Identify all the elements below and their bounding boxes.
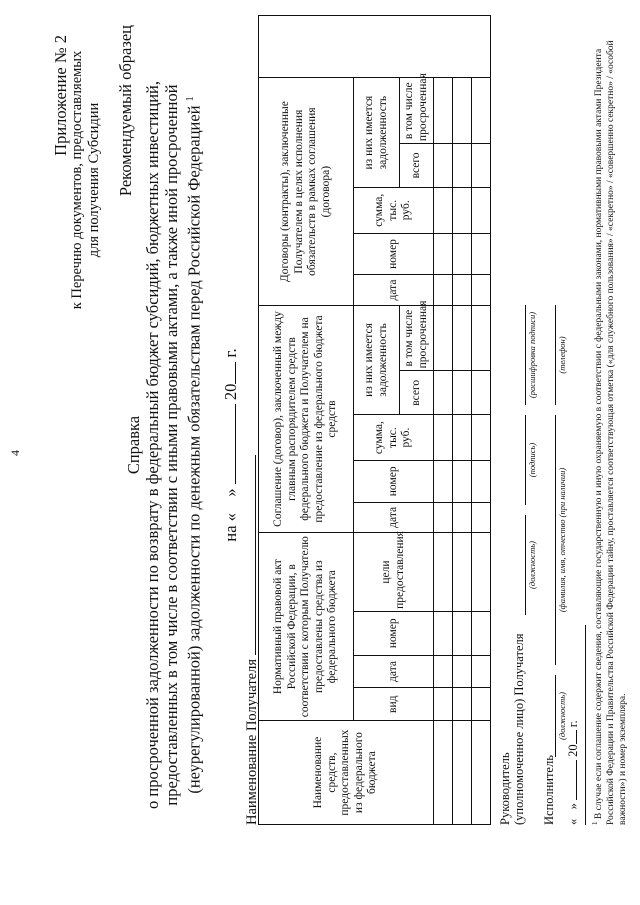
subheader-contract-total: всего [400,144,434,188]
subheader-act-date: дата [354,655,434,688]
subheader-agreement-sum: сумма, тыс. руб. [354,415,434,461]
appendix-header [52,15,103,345]
table-row [434,16,453,825]
footnote-text: В случае если соглашение содержит сведения, составляющие государственную и иную охраняемую в соответствии с федеральными законами, нормативными правовыми актами Президента Российской Федерации и Правительства Российской Федерации тайну, проставляется соответствующая отметка («для служебного пользования» / «секретно» / «совершенно секретно» / «особой важности») и номер экземпляра. [594,40,629,825]
subheader-agreement-date: дата [354,502,434,533]
recommended-sample-label: Рекомендуемый образец [116,25,135,197]
subheader-contract-number: номер [354,233,434,275]
debt-table [258,15,491,825]
appendix-line-3: для получения Субсидии [86,102,102,258]
header-funds-name: Наименование средств, предоставленных из федерального бюджета [259,721,434,825]
caption-phone: (телефон) [557,336,567,374]
date-line: на « » 20 г. [221,348,240,542]
subheader-contract-date: дата [354,275,434,306]
footnote [585,15,629,825]
caption-position: (должность) [527,541,537,589]
recipient-name-field: Наименование Получателя [244,405,261,825]
title-word: Справка [124,415,143,475]
header-legal-act: Нормативный правовой акт Российской Федерации, в соответствии с которым Получателю предоставлены средства из федерального бюджета [259,533,354,721]
caption-signature: (подпись) [527,442,537,478]
subheader-agreement-number: номер [354,461,434,503]
head-label-2: (уполномоченное лицо) Получателя [512,633,526,825]
document-title [124,55,204,835]
head-label-1: Руководитель [498,752,512,825]
subheader-act-type: вид [354,688,434,721]
table-row [453,16,472,825]
signature-date: « » 20 г. [566,720,580,825]
subheader-act-purpose: цели предоставления [354,533,434,612]
subheader-contract-sum: сумма, тыс. руб. [354,187,434,233]
appendix-number: Приложение № 2 [51,35,70,156]
title-line-2: предоставленных в том числе в соответствии с иными правовыми актами, а также иной просроченной [162,84,181,806]
executor-label: Исполнитель [542,755,556,825]
footnote-ref: 1 [185,96,196,102]
caption-executor-position: (должность) [557,692,567,740]
subheader-agreement-debt: из них имеется задолженность [354,305,400,414]
header-agreement: Соглашение (договор), заключенный между главным распорядителем средств федерального бюджета и Получателем на предоставление из федерального бюджета средств [259,305,354,532]
signature-block [498,5,578,825]
subheader-contract-debt: из них имеется задолженность [354,78,400,187]
footnote-mark: 1 [591,821,599,825]
subheader-contract-overdue: в том числе просроченная [400,78,434,144]
empty-margin-cell [259,16,491,78]
table-row [472,16,491,825]
caption-transcript: (расшифровка подписи) [527,311,537,399]
title-line-3: (неурегулированной) задолженности по денежным обязательствам перед Российской Федерацией $^1$ [184,96,204,794]
appendix-line-2: к Перечню документов, предоставляемых [69,50,85,310]
subheader-act-number: номер [354,611,434,655]
subheader-agreement-overdue: в том числе просроченная [400,305,434,371]
subheader-agreement-total: всего [400,371,434,415]
page-number: 4 [8,450,22,456]
header-contracts: Договоры (контракты), заключенные Получателем в целях исполнения обязательств в рамках соглашения (договора) [259,78,354,305]
caption-fio: (фамилия, имя, отчество (при наличии) [557,467,567,613]
title-line-1: о просроченной задолженности по возврату в федеральный бюджет субсидий, бюджетных инвестиций, [143,80,162,810]
